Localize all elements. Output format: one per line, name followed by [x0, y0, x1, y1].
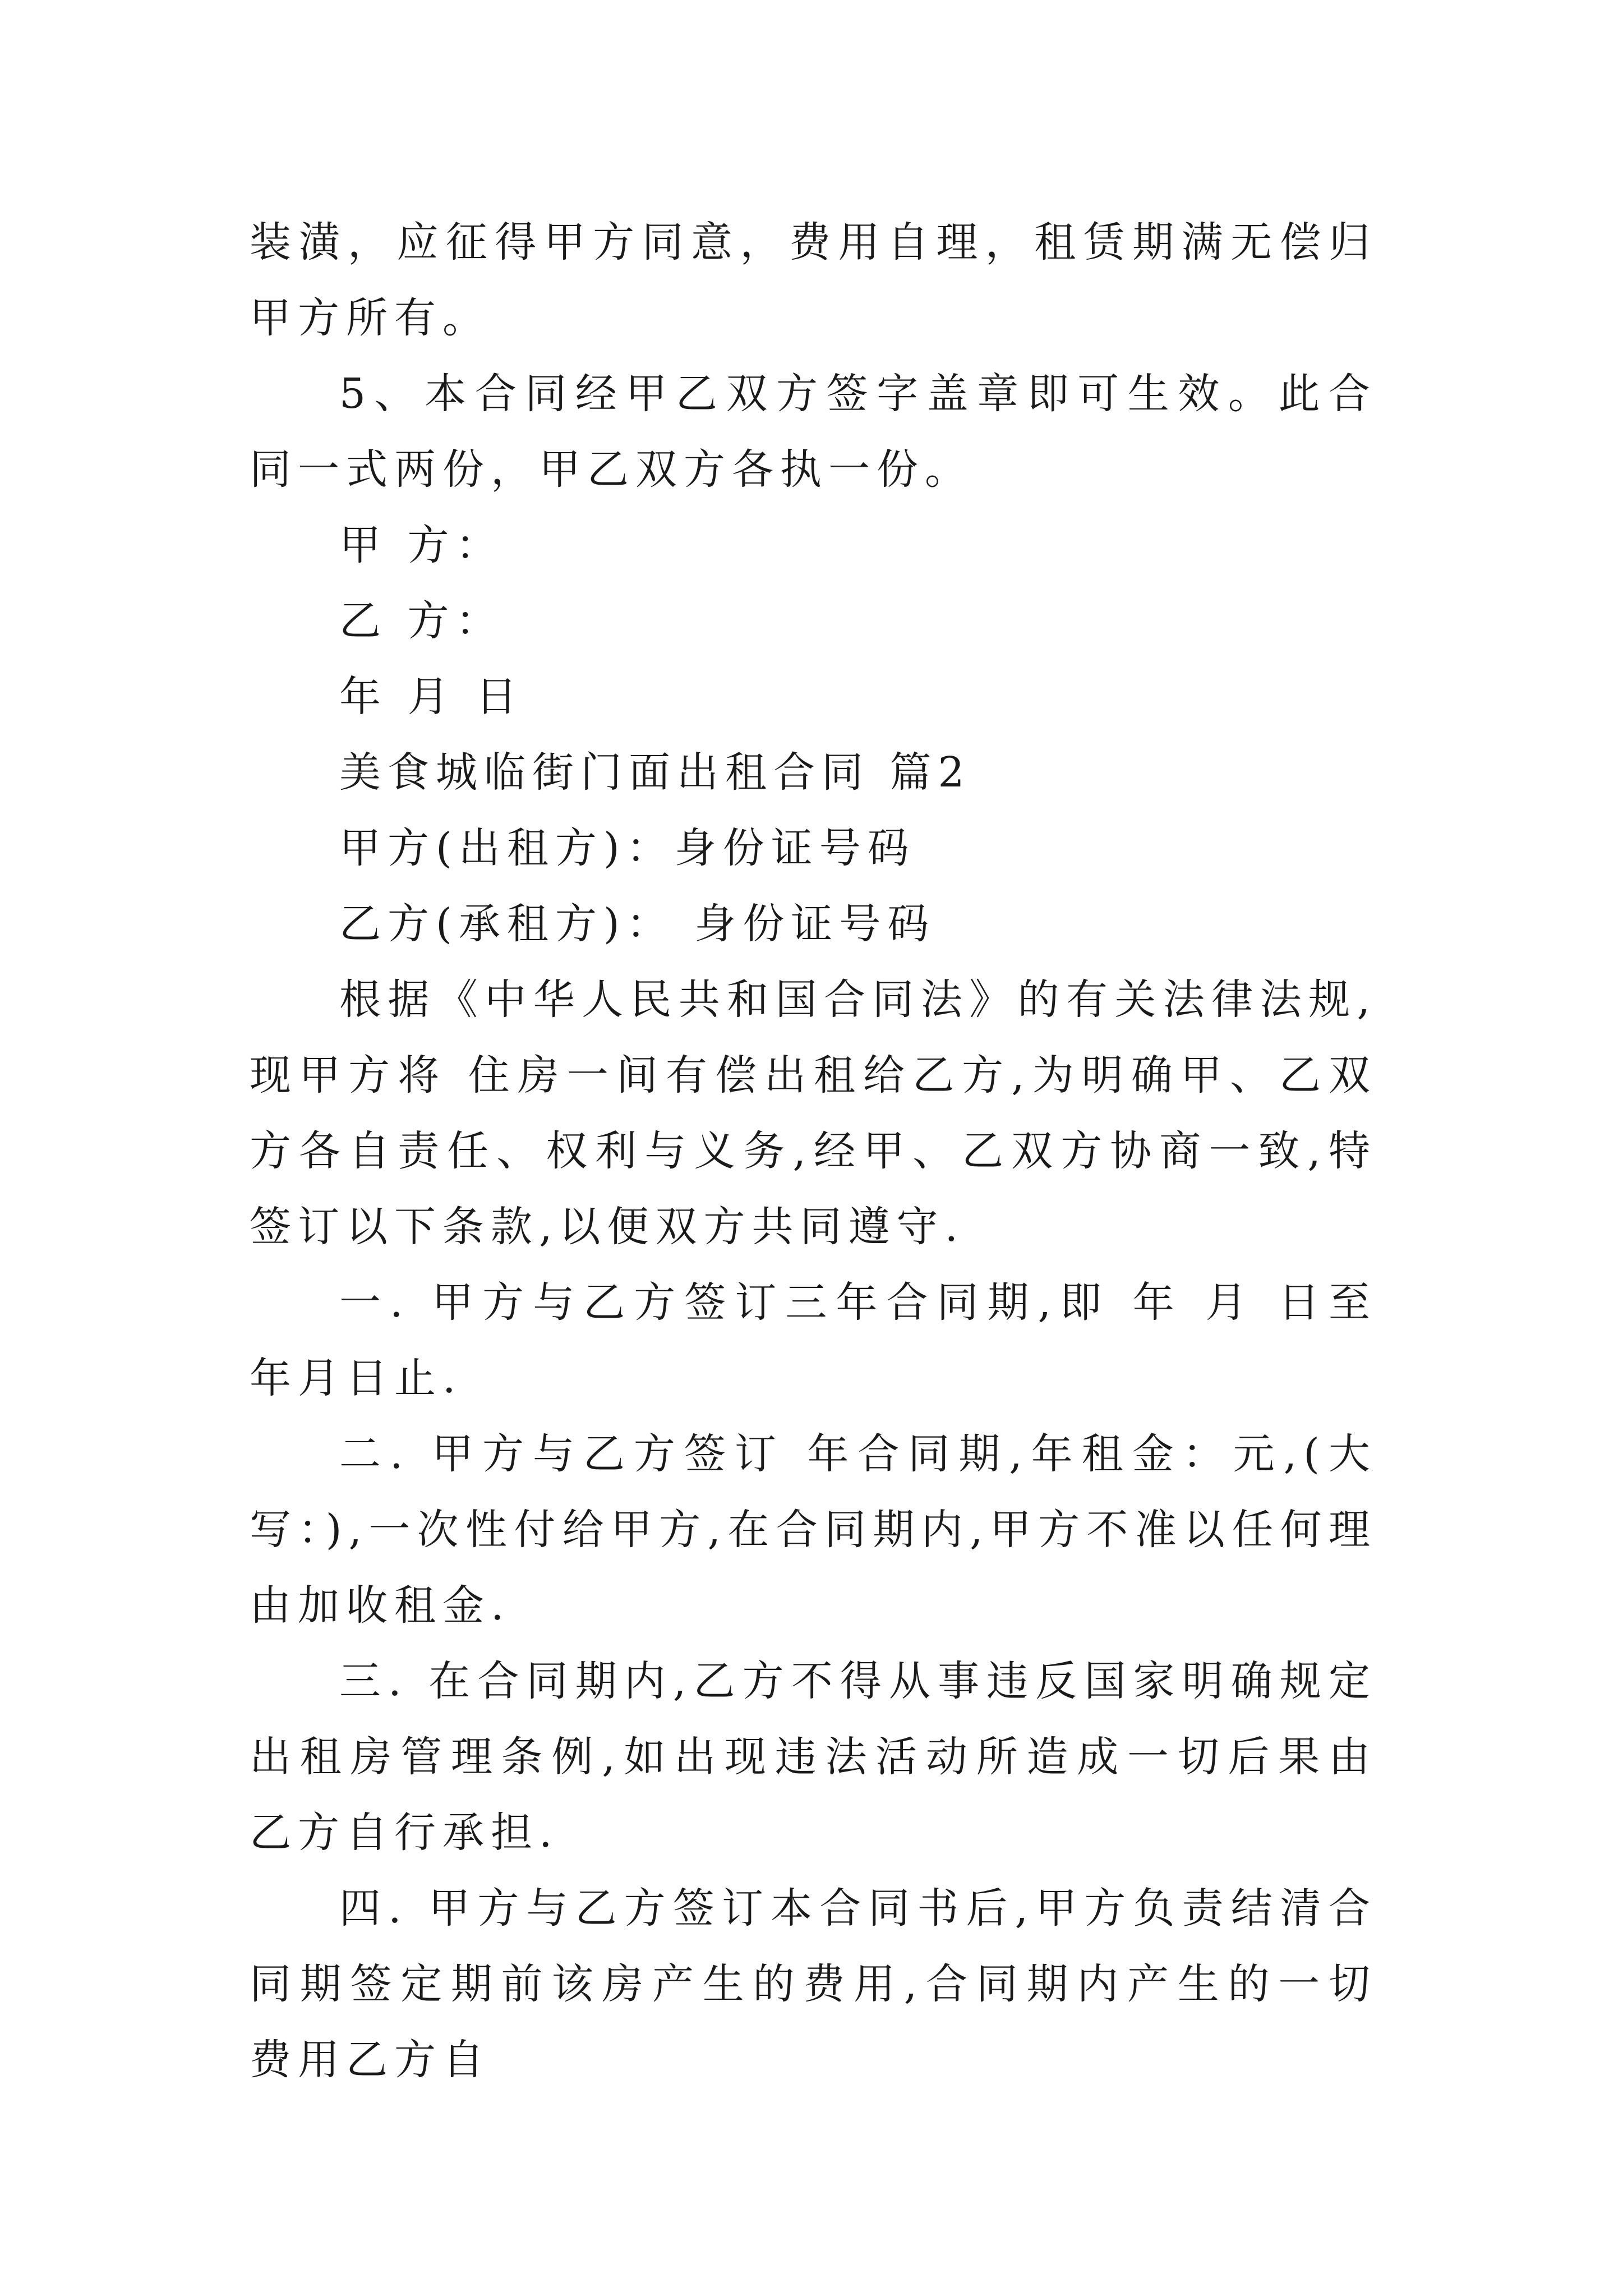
paragraph-preamble: 根据《中华人民共和国合同法》的有关法律法规,现甲方将 住房一间有偿出租给乙方,为明确甲、乙双方各自责任、权利与义务,经甲、乙双方协商一致,特签订以下条款,以便双方共同遵守.: [250, 976, 1377, 1251]
paragraph-term-1: 一. 甲方与乙方签订三年合同期,即 年 月 日至 年月日止.: [250, 1278, 1377, 1402]
party-b-lessee: 乙方(承租方)： 身份证号码: [339, 900, 936, 948]
paragraph-term-2: 二. 甲方与乙方签订 年合同期,年租金：元,(大写：),一次性付给甲方,在合同期内,甲方不准以任何理由加收租金.: [250, 1430, 1377, 1630]
paragraph-clause-5: 5、本合同经甲乙双方签字盖章即可生效。此合同一式两份，甲乙双方各执一份。: [250, 370, 1377, 494]
signature-party-a: 甲 方：: [339, 521, 504, 569]
party-a-lessor: 甲方(出租方)：身份证号码: [339, 824, 916, 872]
paragraph-term-3: 三. 在合同期内,乙方不得从事违反国家明确规定出租房管理条例,如出现违法活动所造成一切后果由乙方自行承担.: [250, 1657, 1377, 1857]
paragraph-renovation-clause: 装潢，应征得甲方同意，费用自理，租赁期满无偿归甲方所有。: [250, 218, 1377, 342]
signature-party-b: 乙 方：: [339, 597, 504, 645]
signature-date: 年 月 日: [339, 673, 524, 721]
paragraph-term-4: 四. 甲方与乙方签订本合同书后,甲方负责结清合同期签定期前该房产生的费用,合同期内产生的一切费用乙方自: [250, 1884, 1377, 2084]
section-title: 美食城临街门面出租合同 篇2: [339, 748, 971, 797]
document-body: [250, 205, 1377, 2098]
